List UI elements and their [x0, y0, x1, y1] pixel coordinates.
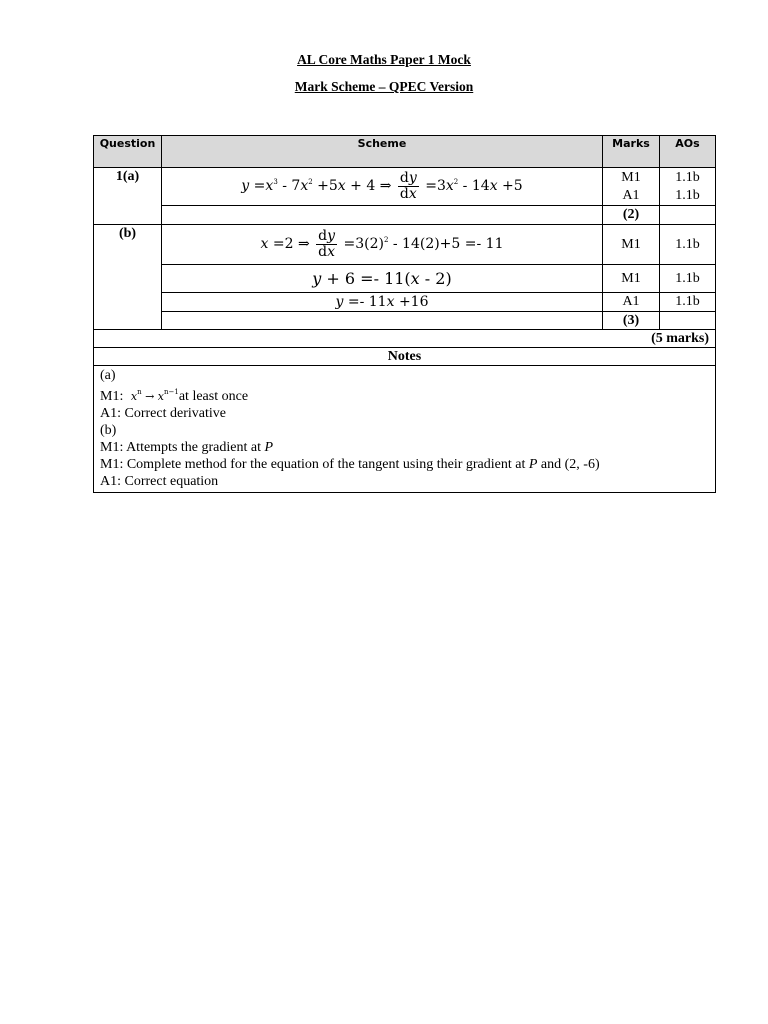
- notes-heading: Notes: [94, 348, 716, 366]
- header-question: Question: [94, 136, 162, 168]
- mark-1b-2: M1: [603, 265, 660, 293]
- scheme-1b-equation: y =- 11x +16: [162, 293, 603, 312]
- mark-scheme-table: [93, 135, 716, 493]
- table-header-row: [94, 136, 716, 168]
- ao-1b-1: 1.1b: [660, 225, 716, 265]
- table-row: [94, 265, 716, 293]
- table-row: [94, 168, 716, 206]
- notes-b-m1-tangent-var: P: [528, 457, 538, 472]
- page-subtitle: Mark Scheme – QPEC Version: [294, 79, 474, 94]
- ao-1b-2: 1.1b: [660, 265, 716, 293]
- notes-a-m1-prefix: M1:: [100, 389, 124, 404]
- notes-b-m1-tangent-text: M1: Complete method for the equation of the tangent using their gradient at: [100, 457, 529, 472]
- mark-1a-a1: A1: [622, 187, 640, 203]
- header-marks: Marks: [603, 136, 660, 168]
- notes-b-a1: A1: Correct equation: [100, 474, 219, 489]
- ao-1a-blank: [660, 206, 716, 225]
- scheme-1a-blank: [162, 206, 603, 225]
- scheme-1b-tangent-method: y + 6 =- 11(x - 2): [162, 265, 603, 293]
- total-1b: (3): [603, 312, 660, 330]
- notes-b-m1-tangent-tail: and (2, -6): [537, 457, 600, 472]
- table-row: [94, 330, 716, 348]
- marks-1a: [603, 168, 660, 206]
- header-scheme: Scheme: [162, 136, 603, 168]
- table-row: [94, 366, 716, 493]
- scheme-1a-derivative: $y =x^3 - 7x^2 +5x + 4$ ⇒ $\frac{dy}{dx}$ $=3x^2 - 14x +5$: [162, 168, 603, 206]
- notes-a-m1-suffix: at least once: [178, 389, 249, 404]
- total-1a: (2): [603, 206, 660, 225]
- aos-1a: [660, 168, 716, 206]
- ao-1b-blank: [660, 312, 716, 330]
- power-rule-expression: $x^n \to x^{n-1}$: [130, 388, 179, 403]
- notes-a-a1: A1: Correct derivative: [100, 406, 226, 421]
- notes-b-label: (b): [100, 423, 117, 438]
- scheme-1b-blank: [162, 312, 603, 330]
- notes-b-m1-gradient: [100, 439, 709, 456]
- notes-b-m1-gradient-text: M1: Attempts the gradient at: [100, 440, 265, 455]
- table-row: [94, 206, 716, 225]
- table-row: [94, 293, 716, 312]
- notes-body: [94, 366, 716, 493]
- header-aos: AOs: [660, 136, 716, 168]
- scheme-1b-gradient: x =2 ⇒ $\frac{dy}{dx}$ $=3(2)^2 - 14(2)+5 =- 11$: [162, 225, 603, 265]
- ao-1a-1: 1.1b: [675, 169, 700, 185]
- mark-1b-1: M1: [603, 225, 660, 265]
- question-label-1b: (b): [94, 225, 162, 330]
- notes-b-m1-tangent: [100, 456, 709, 473]
- table-row: [94, 312, 716, 330]
- mark-1b-3: A1: [603, 293, 660, 312]
- ao-1a-2: 1.1b: [675, 187, 700, 203]
- table-row: [94, 348, 716, 366]
- notes-a-m1: [100, 384, 709, 405]
- overall-total: (5 marks): [94, 330, 716, 348]
- question-label-1a: 1(a): [94, 168, 162, 225]
- page-title: AL Core Maths Paper 1 Mock: [297, 52, 471, 67]
- mark-1a-m1: M1: [621, 169, 641, 185]
- table-row: [94, 225, 716, 265]
- notes-a-label: (a): [100, 368, 116, 383]
- notes-b-m1-gradient-var: P: [264, 440, 274, 455]
- ao-1b-3: 1.1b: [660, 293, 716, 312]
